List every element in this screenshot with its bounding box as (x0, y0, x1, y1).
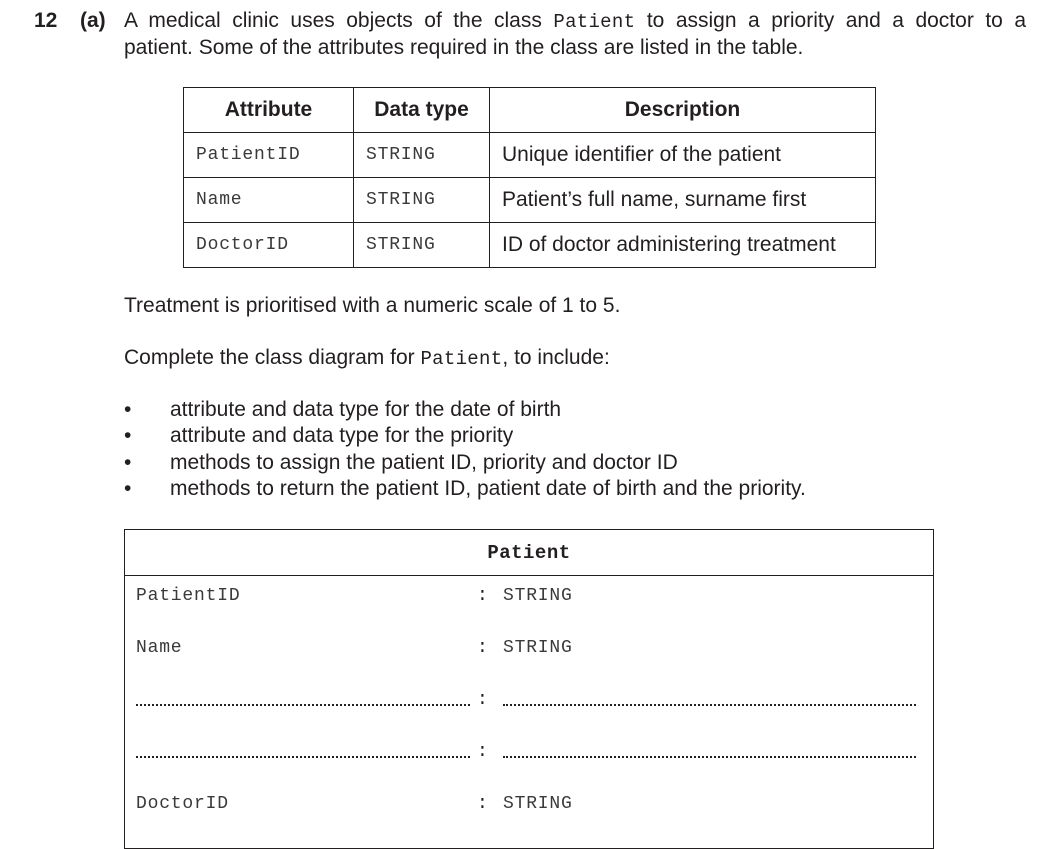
class-name-inline: Patient (553, 11, 636, 33)
class-name-inline: Patient (420, 348, 503, 370)
type-separator: : (477, 794, 488, 814)
question-number: 12 (34, 9, 58, 32)
type-separator: : (477, 690, 488, 710)
intro-line-1: A medical clinic uses objects of the class Patient to assign a priority and a doctor to a (124, 9, 1027, 33)
list-item: • methods to assign the patient ID, priority and doctor ID (124, 450, 806, 476)
attribute-type: STRING (503, 638, 573, 658)
cell-description: ID of doctor administering treatment (490, 223, 876, 268)
class-diagram-title: Patient (125, 530, 933, 576)
type-separator: : (477, 742, 488, 762)
attribute-row (125, 583, 933, 609)
attribute-name-answer-line[interactable] (136, 756, 470, 758)
header-data-type: Data type (354, 88, 490, 133)
attribute-row (125, 791, 933, 817)
cell-attribute: PatientID (184, 133, 354, 178)
cell-description: Patient’s full name, surname first (490, 178, 876, 223)
blank-attribute-row[interactable] (125, 739, 933, 765)
cell-attribute: DoctorID (184, 223, 354, 268)
type-separator: : (477, 638, 488, 658)
blank-attribute-row[interactable] (125, 687, 933, 713)
table-row (184, 133, 876, 178)
cell-type: STRING (354, 133, 490, 178)
table-row (184, 223, 876, 268)
attribute-type: STRING (503, 794, 573, 814)
requirements-list (124, 397, 806, 502)
header-attribute: Attribute (184, 88, 354, 133)
intro-line-2: patient. Some of the attributes required in the class are listed in the table. (124, 36, 804, 59)
attribute-type: STRING (503, 586, 573, 606)
class-diagram (124, 529, 934, 849)
attribute-name: Name (136, 638, 183, 658)
type-separator: : (477, 586, 488, 606)
attribute-name: PatientID (136, 586, 241, 606)
attribute-row (125, 635, 933, 661)
question-part: (a) (80, 9, 106, 32)
attribute-type-answer-line[interactable] (503, 704, 916, 706)
attribute-name-answer-line[interactable] (136, 704, 470, 706)
table-row (184, 178, 876, 223)
question-intro (124, 8, 1026, 61)
list-item: • attribute and data type for the priority (124, 423, 806, 449)
list-item: • attribute and data type for the date of birth (124, 397, 806, 423)
table-header-row (184, 88, 876, 133)
header-description: Description (490, 88, 876, 133)
list-item: • methods to return the patient ID, patient date of birth and the priority. (124, 476, 806, 502)
attribute-name: DoctorID (136, 794, 229, 814)
cell-type: STRING (354, 223, 490, 268)
complete-instruction: Complete the class diagram for Patient, to include: (124, 346, 610, 370)
cell-attribute: Name (184, 178, 354, 223)
attribute-table (183, 87, 876, 268)
attribute-type-answer-line[interactable] (503, 756, 916, 758)
cell-description: Unique identifier of the patient (490, 133, 876, 178)
cell-type: STRING (354, 178, 490, 223)
treatment-text: Treatment is prioritised with a numeric scale of 1 to 5. (124, 294, 621, 317)
